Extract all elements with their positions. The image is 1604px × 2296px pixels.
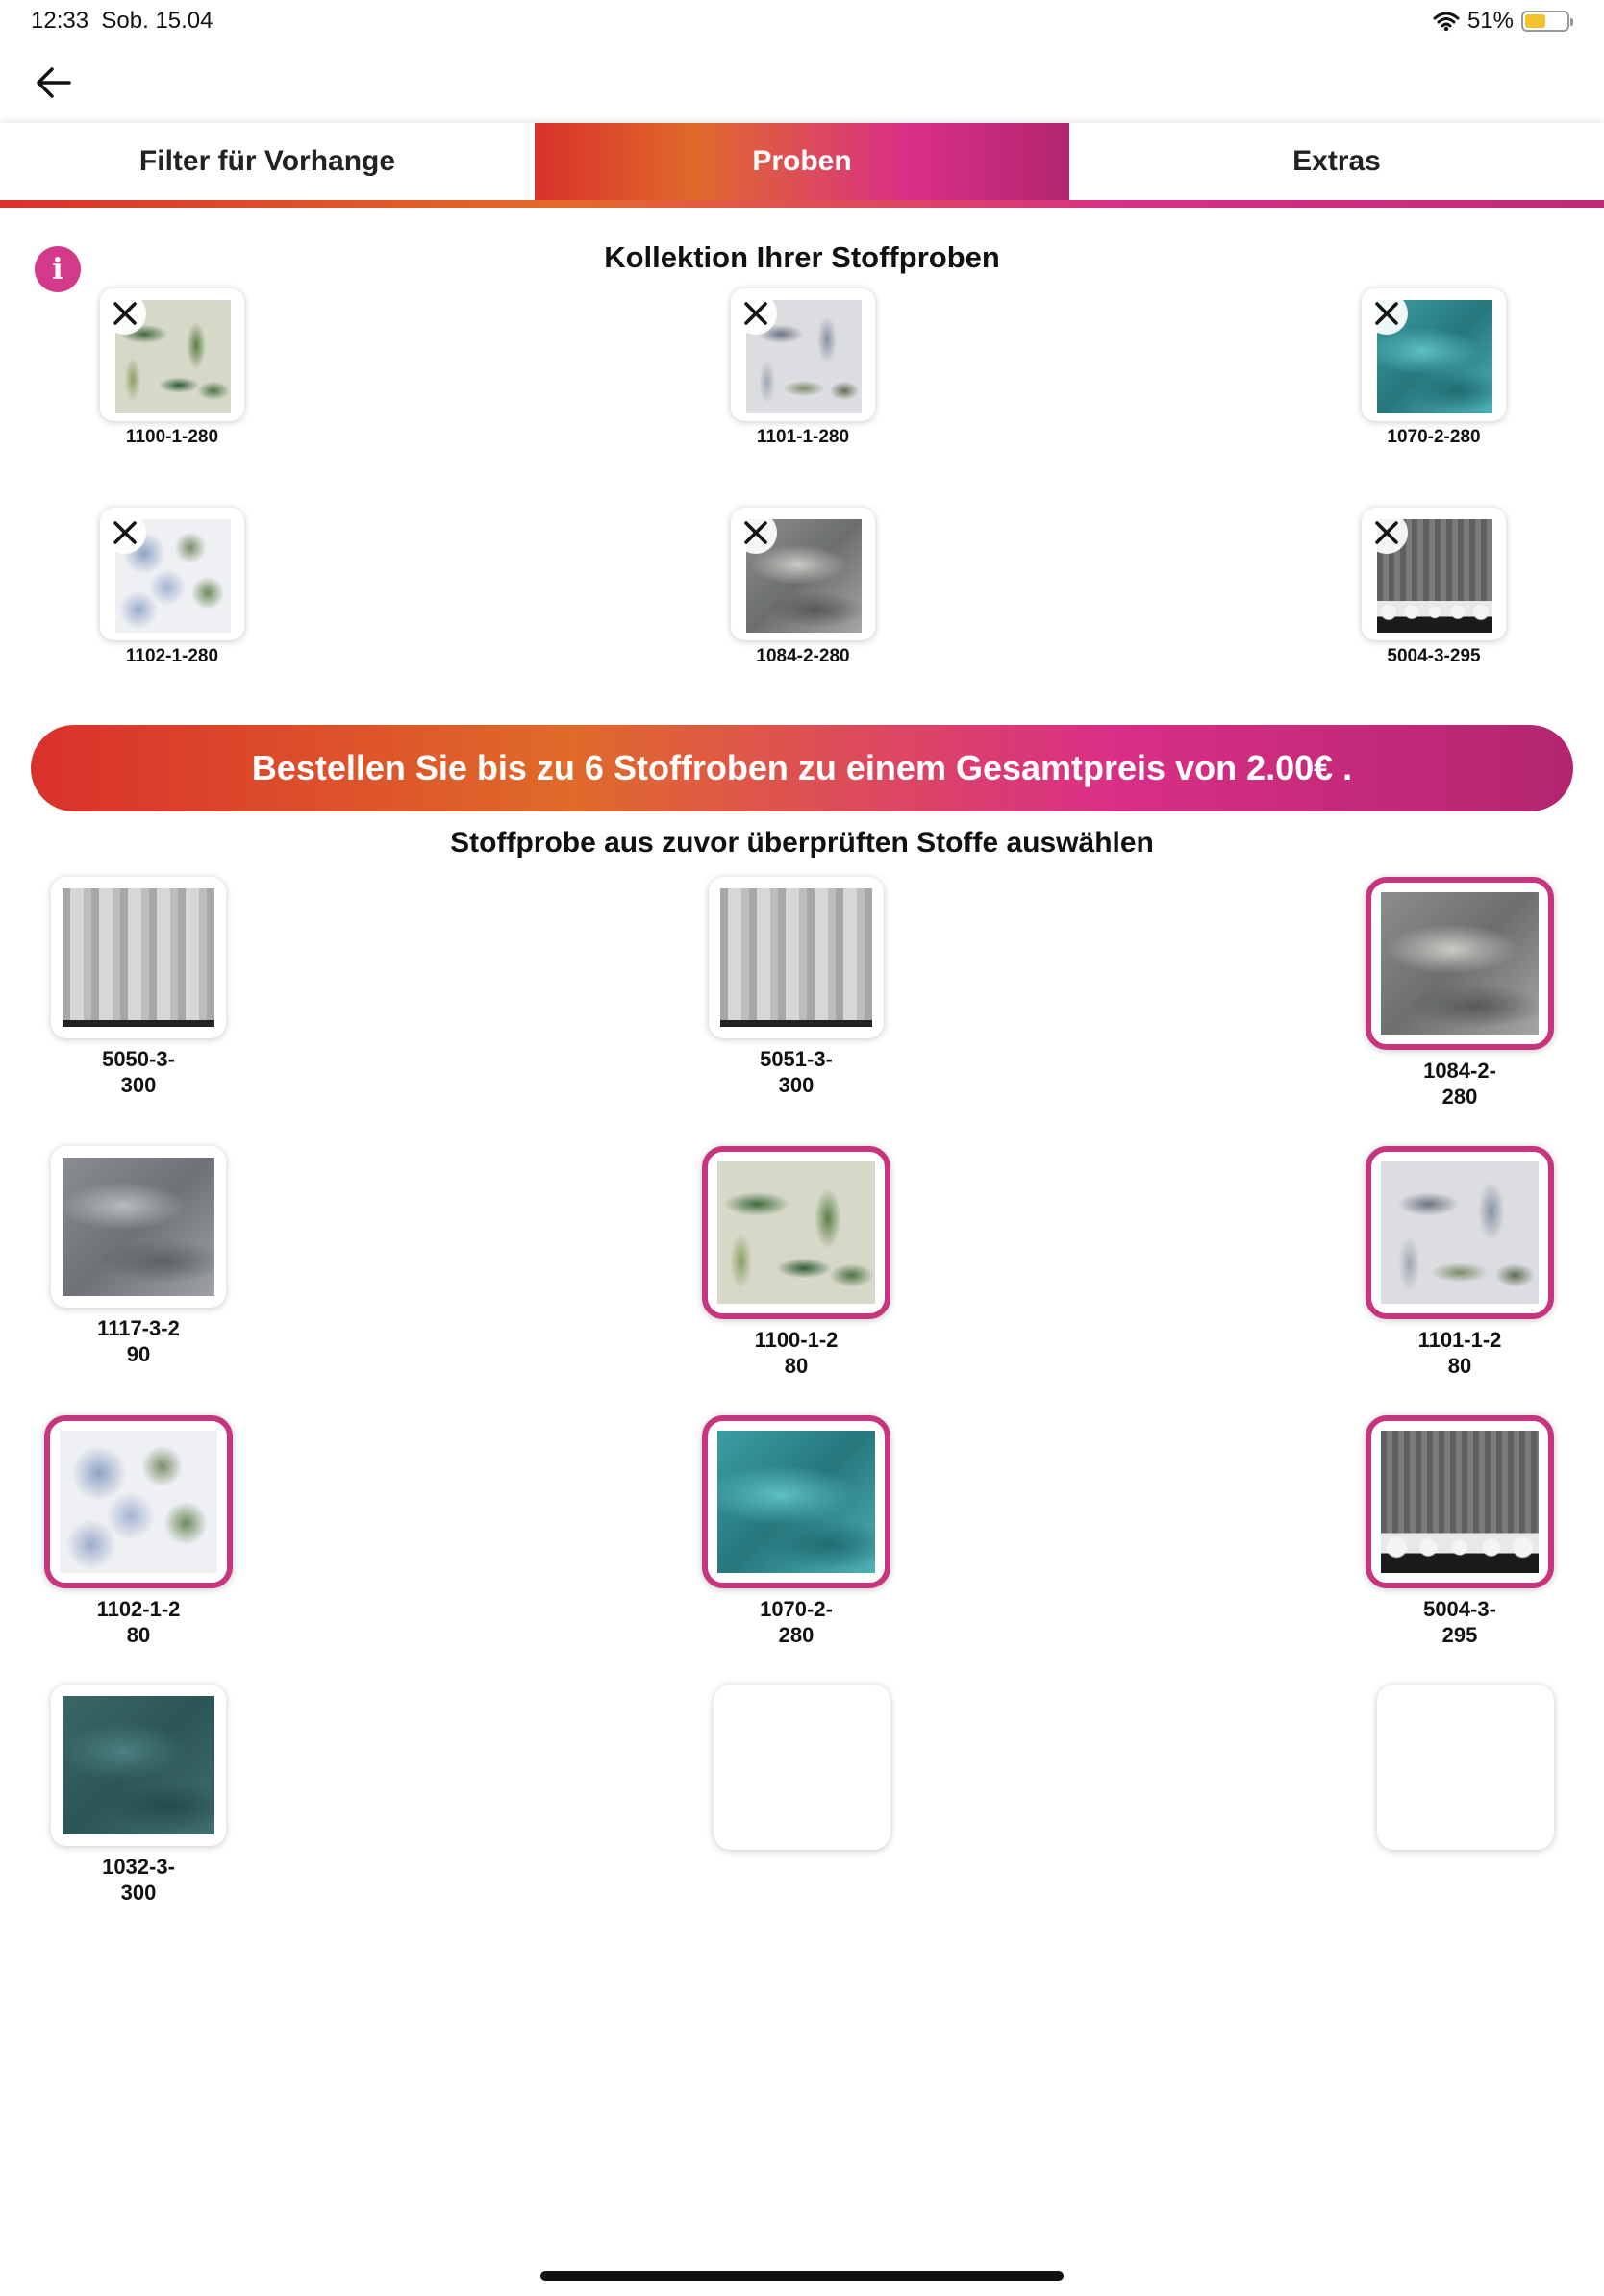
- fabric-code: [1366, 1058, 1554, 1110]
- fabric-option[interactable]: [1366, 1146, 1554, 1379]
- fabric-option[interactable]: [44, 877, 233, 1098]
- collection-title: Kollektion Ihrer Stoffproben: [604, 240, 1000, 274]
- status-bar-date: Sob. 15.04: [101, 8, 213, 34]
- fabric-swatch: [1381, 1431, 1539, 1573]
- fabric-option[interactable]: [1366, 877, 1554, 1110]
- fabric-code: [702, 1327, 890, 1379]
- close-icon: [111, 518, 139, 547]
- fabric-card[interactable]: [51, 877, 226, 1038]
- fabric-swatch: [717, 1161, 875, 1304]
- fabric-code: [44, 1315, 233, 1367]
- fabric-code-line2: 80: [784, 1354, 809, 1378]
- battery-icon: [1521, 11, 1569, 32]
- collection-sample: [1362, 288, 1506, 448]
- remove-sample-button[interactable]: [735, 512, 777, 554]
- tab-underline: [0, 200, 1604, 208]
- fabric-option[interactable]: [44, 1146, 233, 1367]
- sample-code: 1100-1-280: [125, 427, 219, 447]
- fabric-code: [702, 1596, 890, 1648]
- sample-card: [1362, 288, 1506, 421]
- fabric-card-selected[interactable]: [1366, 877, 1554, 1050]
- close-icon: [1372, 518, 1401, 547]
- remove-sample-button[interactable]: [735, 292, 777, 335]
- fabric-swatch: [60, 1431, 217, 1573]
- fabric-code-line2: 90: [126, 1342, 151, 1366]
- status-bar-right: [1433, 8, 1569, 35]
- fabric-code-line1: 5051-3-: [760, 1047, 833, 1071]
- fabric-code: [1366, 1327, 1554, 1379]
- empty-slot: [1377, 1685, 1554, 1850]
- sample-code: 1101-1-280: [756, 427, 850, 447]
- sample-code: 1084-2-280: [756, 646, 850, 666]
- sample-card: [731, 508, 875, 640]
- fabric-swatch: [63, 1696, 214, 1834]
- fabric-option[interactable]: [702, 1146, 890, 1379]
- sample-card: [100, 288, 244, 421]
- fabric-card-selected[interactable]: [1366, 1415, 1554, 1588]
- fabric-code-line1: 1070-2-: [760, 1597, 833, 1621]
- tab-filter[interactable]: Filter für Vorhange: [0, 123, 535, 200]
- fabric-code-line1: 1100-1-2: [754, 1328, 839, 1352]
- fabric-code-line1: 5004-3-: [1423, 1597, 1496, 1621]
- fabric-code-line1: 1102-1-2: [96, 1597, 181, 1621]
- fabric-code-line2: 300: [778, 1073, 815, 1097]
- remove-sample-button[interactable]: [104, 292, 146, 335]
- fabric-card[interactable]: [51, 1685, 226, 1846]
- fabric-card[interactable]: [51, 1146, 226, 1308]
- fabric-code: [44, 1046, 233, 1098]
- fabric-code-line2: 300: [120, 1881, 157, 1905]
- fabric-card-selected[interactable]: [702, 1146, 890, 1319]
- fabric-code-line2: 280: [778, 1623, 815, 1647]
- fabric-code-line2: 280: [1441, 1085, 1478, 1109]
- fabric-card-selected[interactable]: [44, 1415, 233, 1588]
- empty-slot: [714, 1685, 890, 1850]
- arrow-left-icon: [35, 65, 73, 100]
- battery-percent: 51%: [1466, 8, 1514, 34]
- fabric-swatch: [717, 1431, 875, 1573]
- remove-sample-button[interactable]: [104, 512, 146, 554]
- fabric-swatch: [63, 888, 214, 1027]
- home-indicator: [540, 2271, 1064, 2281]
- sample-code: 1070-2-280: [1387, 427, 1481, 447]
- back-button[interactable]: [29, 58, 79, 108]
- fabric-option[interactable]: [702, 877, 890, 1098]
- tab-bar: [0, 123, 1604, 200]
- select-title: Stoffprobe aus zuvor überprüften Stoffe auswählen: [450, 827, 1154, 859]
- close-icon: [1372, 299, 1401, 328]
- fabric-swatch: [1381, 1161, 1539, 1304]
- fabric-code-line2: 80: [1447, 1354, 1472, 1378]
- status-bar-time: 12:33 Sob. 15.04: [31, 8, 213, 34]
- collection-sample: [731, 288, 875, 448]
- fabric-swatch: [63, 1158, 214, 1296]
- sample-card: [100, 508, 244, 640]
- remove-sample-button[interactable]: [1366, 512, 1408, 554]
- sample-card: [731, 288, 875, 421]
- fabric-code-line2: 80: [126, 1623, 151, 1647]
- fabric-code-line1: 1117-3-2: [97, 1316, 180, 1340]
- wifi-icon: [1433, 11, 1460, 32]
- fabric-option[interactable]: [44, 1685, 233, 1906]
- collection-sample: [731, 508, 875, 667]
- sample-code: 1102-1-280: [125, 646, 219, 666]
- fabric-code: [44, 1596, 233, 1648]
- fabric-card-selected[interactable]: [702, 1415, 890, 1588]
- fabric-code-line1: 1101-1-2: [1417, 1328, 1502, 1352]
- fabric-card[interactable]: [709, 877, 884, 1038]
- fabric-code-line2: 295: [1441, 1623, 1478, 1647]
- battery-fill: [1525, 14, 1545, 28]
- collection-sample: [1362, 508, 1506, 667]
- battery-tip: [1570, 18, 1573, 26]
- fabric-code: [1366, 1596, 1554, 1648]
- close-icon: [741, 299, 770, 328]
- fabric-card-selected[interactable]: [1366, 1146, 1554, 1319]
- sample-card: [1362, 508, 1506, 640]
- fabric-code: [702, 1046, 890, 1098]
- fabric-option[interactable]: [44, 1415, 233, 1648]
- fabric-code: [44, 1854, 233, 1906]
- fabric-option[interactable]: [1366, 1415, 1554, 1648]
- tab-proben[interactable]: Proben: [535, 123, 1069, 200]
- fabric-code-line1: 5050-3-: [102, 1047, 175, 1071]
- fabric-option[interactable]: [702, 1415, 890, 1648]
- fabric-swatch: [720, 888, 872, 1027]
- collection-sample: [100, 508, 244, 667]
- close-icon: [111, 299, 139, 328]
- fabric-code-line1: 1032-3-: [102, 1855, 175, 1879]
- fabric-code-line1: 1084-2-: [1423, 1059, 1496, 1083]
- close-icon: [741, 518, 770, 547]
- tab-extras[interactable]: Extras: [1069, 123, 1604, 200]
- collection-sample: [100, 288, 244, 448]
- order-banner[interactable]: Bestellen Sie bis zu 6 Stoffroben zu einem Gesamtpreis von 2.00€ .: [31, 725, 1573, 811]
- sample-code: 5004-3-295: [1387, 646, 1481, 666]
- fabric-code-line2: 300: [120, 1073, 157, 1097]
- remove-sample-button[interactable]: [1366, 292, 1408, 335]
- info-icon[interactable]: i: [35, 246, 81, 292]
- fabric-swatch: [1381, 892, 1539, 1035]
